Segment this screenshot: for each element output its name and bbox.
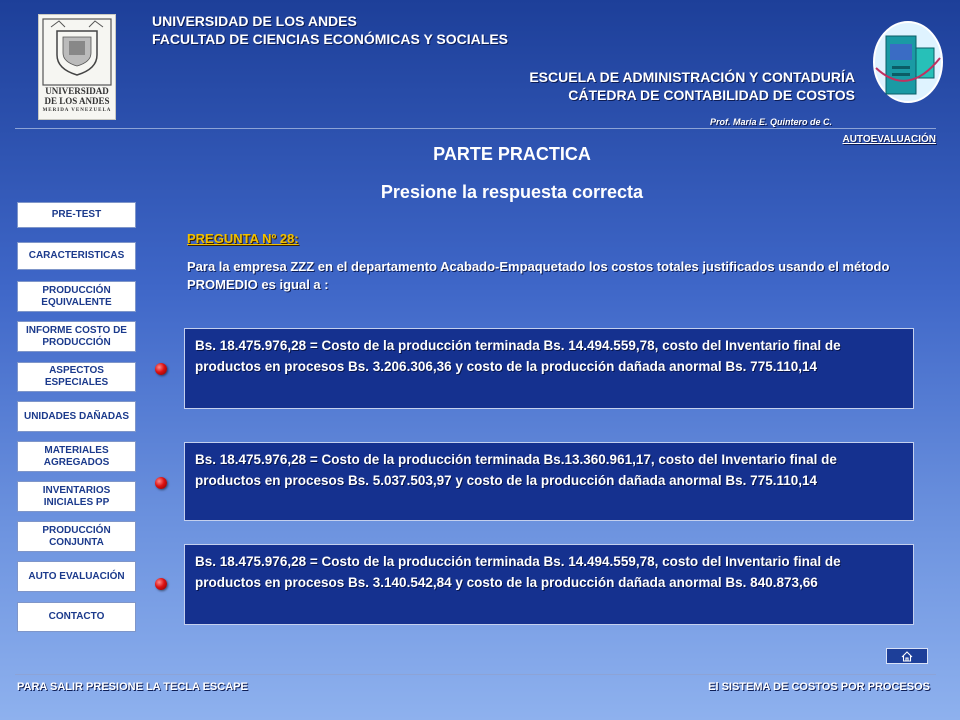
question-title: PREGUNTA Nº 28: [187,231,299,246]
system-name: El SISTEMA DE COSTOS POR PROCESOS [708,681,930,693]
sidebar-item-contacto[interactable]: CONTACTO [17,602,136,632]
answer-option-1[interactable]: Bs. 18.475.976,28 = Costo de la producción terminada Bs. 14.494.559,78, costo del Inventario final de productos en procesos Bs. 3.206.306,36 y costo de la producción dañada anormal Bs. 775.110,14 [184,328,914,409]
home-icon [901,651,913,662]
professor-name: Prof. María E. Quintero de C. [709,117,832,127]
answer-option-2[interactable]: Bs. 18.475.976,28 = Costo de la producción terminada Bs.13.360.961,17, costo del Inventario final de productos en procesos Bs. 5.037.503,97 y costo de la producción dañada anormal Bs. 775.110,14 [184,442,914,521]
computer-clipart-icon [870,18,946,106]
autoevaluacion-link[interactable]: AUTOEVALUACIÓN [842,134,936,145]
logo-text-line: DE LOS ANDES [44,96,110,106]
sidebar-item-materiales-agregados[interactable]: MATERIALES AGREGADOS [17,441,136,472]
sidebar-item-caracteristicas[interactable]: CARACTERISTICAS [17,242,136,270]
instruction-text: Presione la respuesta correcta [380,182,644,202]
school-name: ESCUELA DE ADMINISTRACIÓN Y CONTADURÍA [529,69,855,85]
sidebar-item-unidades-danadas[interactable]: UNIDADES DAÑADAS [17,401,136,432]
question-text: Para la empresa ZZZ en el departamento Acabado-Empaquetado los costos totales justificados usando el método PROMEDIO es igual a : [187,259,890,292]
home-button[interactable] [886,648,928,664]
section-title: PARTE PRACTICA [433,144,591,164]
sidebar-item-pre-test[interactable]: PRE-TEST [17,202,136,228]
sidebar-item-produccion-conjunta[interactable]: PRODUCCIÓN CONJUNTA [17,521,136,552]
answer-bullet-icon[interactable] [155,363,167,375]
logo-text-line: MERIDA VENEZUELA [42,108,112,113]
answer-bullet-icon[interactable] [155,578,167,590]
sidebar-item-aspectos-especiales[interactable]: ASPECTOS ESPECIALES [17,362,136,392]
sidebar-item-produccion-equivalente[interactable]: PRODUCCIÓN EQUIVALENTE [17,281,136,312]
university-heading [152,12,508,48]
chair-name: CÁTEDRA DE CONTABILIDAD DE COSTOS [568,87,855,103]
faculty-name: FACULTAD DE CIENCIAS ECONÓMICAS Y SOCIALES [152,31,508,47]
sidebar-item-inventarios-iniciales[interactable]: INVENTARIOS INICIALES PP [17,481,136,512]
school-heading [529,68,855,104]
answer-option-3[interactable]: Bs. 18.475.976,28 = Costo de la producción terminada Bs. 14.494.559,78, costo del Inventario final de productos en procesos Bs. 3.140.542,84 y costo de la producción dañada anormal Bs. 840.873,66 [184,544,914,625]
logo-text [40,86,114,116]
footer-divider [15,674,936,675]
header-divider [15,128,936,129]
university-name: UNIVERSIDAD DE LOS ANDES [152,13,357,29]
answer-bullet-icon[interactable] [155,477,167,489]
exit-instruction: PARA SALIR PRESIONE LA TECLA ESCAPE [17,681,248,693]
logo-text-line: UNIVERSIDAD [45,86,109,96]
sidebar-item-auto-evaluacion[interactable]: AUTO EVALUACIÓN [17,561,136,592]
sidebar-item-informe-costo[interactable]: INFORME COSTO DE PRODUCCIÓN [17,321,136,352]
computer-illustration [870,18,946,106]
